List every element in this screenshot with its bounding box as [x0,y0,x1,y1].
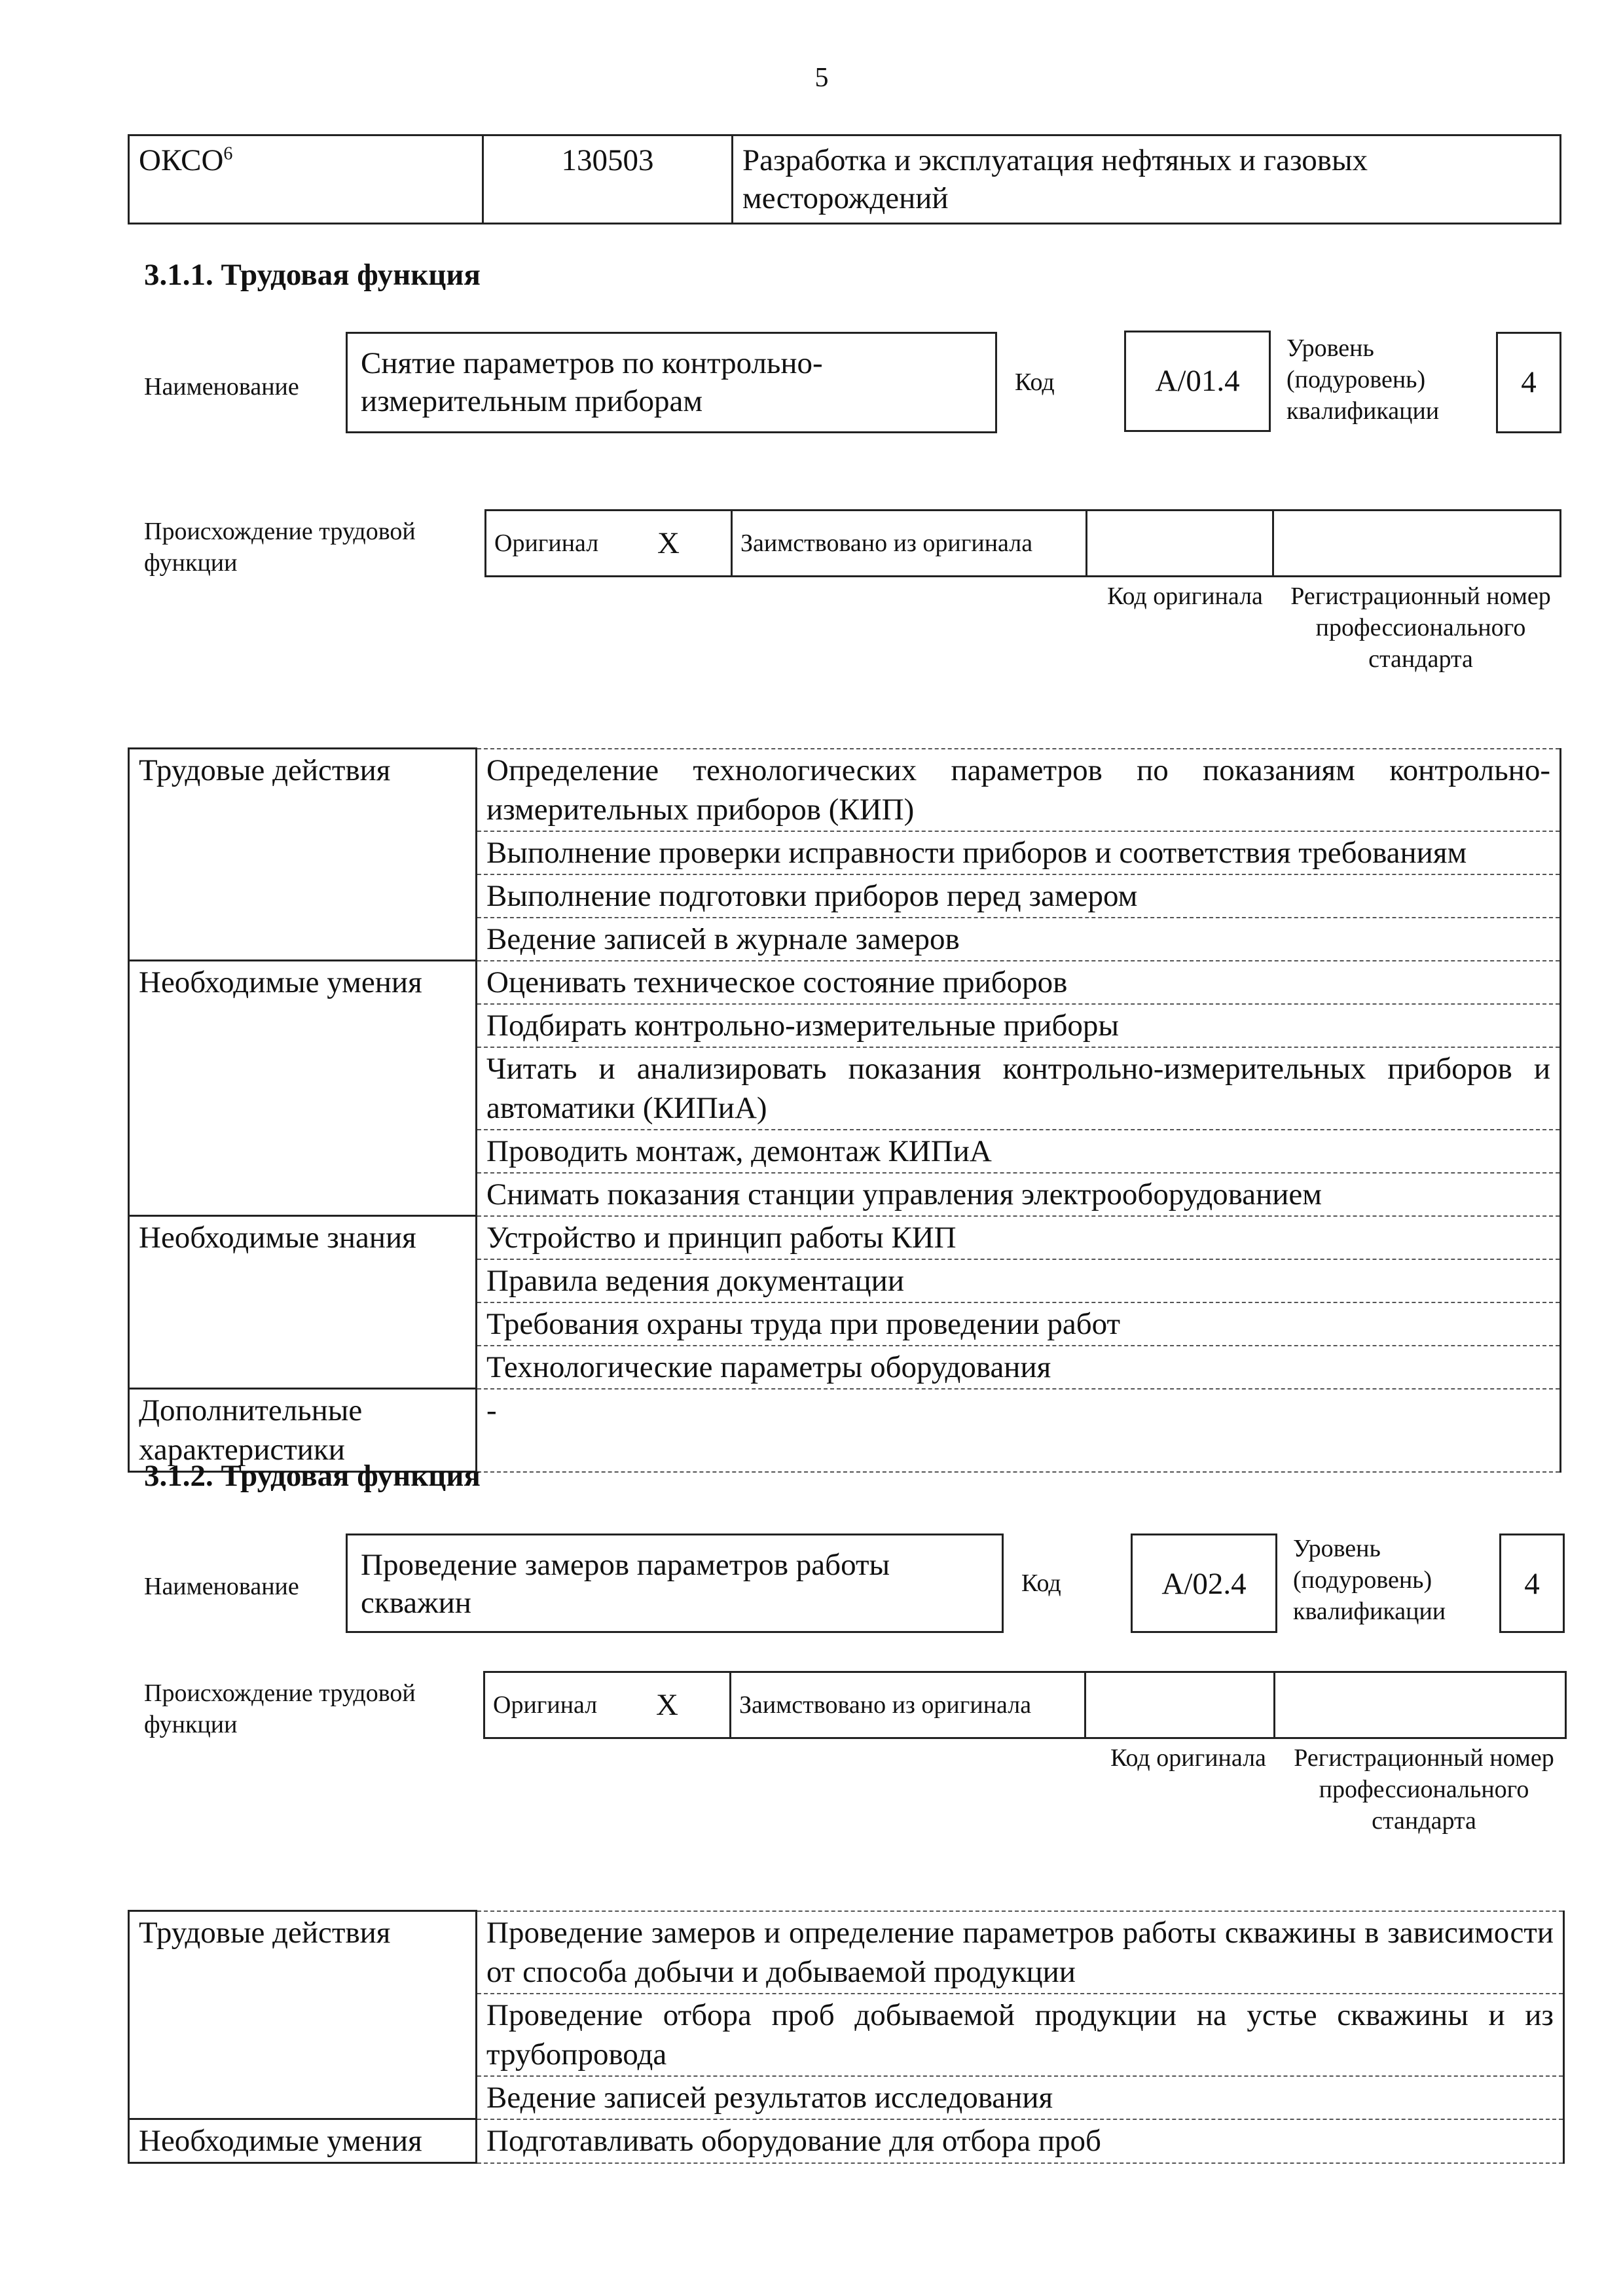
func1-item: Снимать показания станции управления электрооборудованием [477,1173,1561,1216]
func2-code-original-caption: Код оригинала [1110,1744,1266,1772]
func2-category: Необходимые умения [129,2119,477,2163]
func1-naming-label: Наименование [144,373,299,401]
func1-origin-label: Происхождение трудовой функции [144,518,416,577]
func2-code-label: Код [1021,1570,1061,1597]
func2-origin-label: Происхождение трудовой функции [144,1679,416,1738]
table-row [129,2119,1564,2163]
func1-category: Дополнительные характеристики [129,1389,477,1472]
func2-reg-number-cell [1275,1672,1566,1738]
func1-item: Выполнение подготовки приборов перед замером [477,874,1561,918]
func1-item: Проводить монтаж, демонтаж КИПиА [477,1130,1561,1173]
func1-category: Необходимые умения [129,961,477,1216]
func1-original-label: Оригинал [486,511,650,577]
func2-item: Проведение отбора проб добываемой продукции на устье скважины и из трубопровода [477,1994,1564,2076]
table-row [129,1911,1564,1994]
func1-x-mark: X [649,511,732,577]
func2-code-box: А/02.4 [1131,1534,1277,1633]
func1-heading: 3.1.1. Трудовая функция [144,258,481,292]
func2-main-table [128,1910,1565,2164]
func2-item: Подготавливать оборудование для отбора проб [477,2119,1564,2163]
func1-item: Ведение записей в журнале замеров [477,918,1561,961]
func1-name-box: Снятие параметров по контрольно-измерительным приборам [346,332,997,433]
func2-origin-table [483,1671,1567,1739]
func2-level-label: Уровень (подуровень) квалификации [1293,1535,1446,1625]
func2-code-original-cell [1085,1672,1275,1738]
func2-borrowed-label: Заимствовано из оригинала [731,1672,1085,1738]
okso-table [128,134,1561,224]
func1-borrowed-label: Заимствовано из оригинала [732,511,1087,577]
table-row [129,961,1561,1004]
func1-item: Выполнение проверки исправности приборов и соответствия требованиям [477,831,1561,874]
table-row [129,1216,1561,1259]
func1-reg-number-caption: Регистрационный номер профессионального стандарта [1290,583,1551,673]
okso-label-cell [129,135,483,224]
func1-item: Технологические параметры оборудования [477,1346,1561,1389]
func2-x-mark: X [648,1672,731,1738]
func1-category: Необходимые знания [129,1216,477,1389]
func1-item: Определение технологических параметров по показаниям контрольно-измерительных приборов (КИП) [477,749,1561,831]
func1-main-table [128,747,1561,1473]
okso-code: 130503 [483,135,733,224]
func2-item: Ведение записей результатов исследования [477,2076,1564,2119]
func1-item: Устройство и принцип работы КИП [477,1216,1561,1259]
func1-origin-table [484,509,1561,577]
func1-item: Оценивать техническое состояние приборов [477,961,1561,1004]
func1-code-box: А/01.4 [1124,331,1271,432]
okso-footnote: 6 [223,143,233,164]
func1-category: Трудовые действия [129,749,477,961]
func2-item: Проведение замеров и определение параметров работы скважины в зависимости от способа добычи и добываемой продукции [477,1911,1564,1994]
okso-label: ОКСО [139,143,224,177]
func1-level-label: Уровень (подуровень) квалификации [1286,334,1440,425]
func1-item: Требования охраны труда при проведении работ [477,1302,1561,1346]
func1-item: - [477,1389,1561,1472]
func1-level-box: 4 [1496,332,1561,433]
func2-naming-label: Наименование [144,1573,299,1600]
func2-original-label: Оригинал [484,1672,649,1738]
func2-level-box: 4 [1499,1534,1565,1633]
func2-name-box: Проведение замеров параметров работы скважин [346,1534,1004,1633]
func1-code-label: Код [1015,368,1055,396]
table-row [129,749,1561,831]
func2-heading: 3.1.2. Трудовая функция [144,1459,481,1493]
page-number: 5 [814,63,829,93]
func2-category: Трудовые действия [129,1911,477,2119]
func1-item: Читать и анализировать показания контрольно-измерительных приборов и автоматики (КИПиА) [477,1047,1561,1130]
func1-item: Правила ведения документации [477,1259,1561,1302]
func1-code-original-caption: Код оригинала [1107,583,1263,610]
func1-reg-number-cell [1273,511,1561,577]
func2-reg-number-caption: Регистрационный номер профессионального стандарта [1294,1744,1554,1835]
okso-name: Разработка и эксплуатация нефтяных и газовых месторождений [733,135,1561,224]
func1-item: Подбирать контрольно-измерительные приборы [477,1004,1561,1047]
func1-code-original-cell [1087,511,1273,577]
